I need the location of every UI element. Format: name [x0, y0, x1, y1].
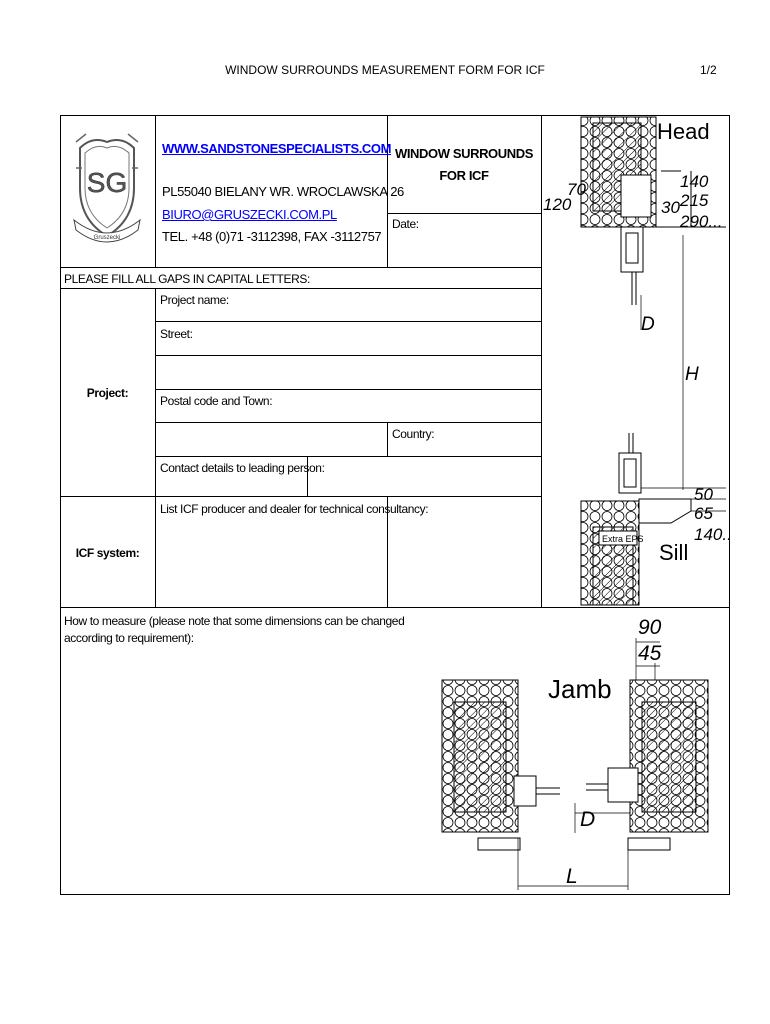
street-field-2[interactable]: [158, 357, 538, 387]
postal-field[interactable]: [270, 391, 538, 420]
form-title-line2: FOR ICF: [439, 168, 489, 183]
logo-letters: SG: [86, 167, 128, 198]
postal-label: Postal code and Town:: [160, 394, 273, 408]
contact-label: Contact details to leading person:: [160, 461, 325, 475]
street-field[interactable]: [200, 323, 538, 353]
head-sill-diagram: [541, 115, 730, 607]
company-logo: [72, 128, 142, 253]
jamb-right-frame: [608, 768, 638, 802]
dim-30: 30: [661, 198, 680, 217]
form-header-title: WINDOW SURROUNDS MEASUREMENT FORM FOR ICF: [225, 63, 545, 77]
dim-120: 120: [543, 195, 572, 214]
divider: [155, 389, 542, 390]
website-link[interactable]: WWW.SANDSTONESPECIALISTS.COM: [162, 141, 392, 156]
divider: [60, 267, 542, 268]
town-field[interactable]: [158, 424, 384, 454]
divider: [155, 321, 542, 322]
jamb-left-frame: [514, 776, 536, 806]
dim-L: L: [566, 865, 578, 888]
project-name-field[interactable]: [230, 290, 538, 319]
company-phone: TEL. +48 (0)71 -3112398, FAX -3112757: [162, 229, 382, 244]
dim-70: 70: [567, 180, 586, 199]
divider: [387, 213, 541, 214]
head-title: Head: [657, 119, 710, 144]
dim-140b: 140..: [694, 525, 732, 544]
head-surround: [621, 175, 651, 217]
dim-50: 50: [694, 485, 713, 504]
country-field[interactable]: [438, 424, 538, 454]
page-number: 1/2: [700, 63, 717, 77]
measure-text-line1: How to measure (please note that some dimensions can be changed: [64, 614, 405, 628]
dim-65: 65: [694, 504, 713, 523]
street-label: Street:: [160, 327, 193, 341]
date-label: Date:: [392, 217, 419, 231]
dim-290: 290...: [680, 212, 723, 231]
jamb-diagram: [430, 608, 730, 895]
dim-45: 45: [638, 642, 662, 665]
dim-H: H: [685, 364, 699, 385]
dim-jamb-D: D: [580, 808, 596, 831]
divider: [155, 456, 542, 457]
divider: [387, 422, 388, 456]
icf-system-label: ICF system:: [75, 546, 140, 560]
email-link[interactable]: BIURO@GRUSZECKI.COM.PL: [162, 207, 337, 222]
divider: [155, 115, 156, 267]
form-title-line1: WINDOW SURROUNDS: [394, 146, 534, 161]
sill-piece: [639, 499, 691, 523]
jamb-left-concrete: [454, 702, 506, 812]
window-frame-head: [621, 227, 643, 272]
instruction-text: PLEASE FILL ALL GAPS IN CAPITAL LETTERS:: [64, 272, 310, 286]
dim-215: 215: [680, 191, 709, 210]
divider: [155, 288, 156, 607]
project-label: Project:: [86, 386, 129, 400]
company-address: PL55040 BIELANY WR. WROCLAWSKA 26: [162, 184, 404, 199]
divider: [155, 422, 542, 423]
divider: [60, 288, 542, 289]
contact-field[interactable]: [310, 458, 538, 494]
logo-ribbon: Gruszecki: [93, 235, 121, 241]
icf-list-label: List ICF producer and dealer for technical consultancy:: [160, 502, 429, 516]
jamb-title: Jamb: [548, 674, 612, 704]
divider: [60, 496, 542, 497]
icf-field[interactable]: [390, 499, 538, 604]
dim-head-D: D: [641, 314, 655, 335]
dim-90: 90: [638, 616, 662, 639]
extra-eps-label: Extra EPS: [602, 534, 644, 544]
measure-text-line2: according to requirement):: [64, 631, 194, 645]
sill-title: Sill: [659, 540, 689, 565]
jamb-right-concrete: [642, 702, 696, 812]
divider: [155, 355, 542, 356]
dim-140: 140: [680, 172, 709, 191]
project-name-label: Project name:: [160, 293, 229, 307]
date-field[interactable]: [430, 215, 538, 265]
country-label: Country:: [392, 427, 435, 441]
